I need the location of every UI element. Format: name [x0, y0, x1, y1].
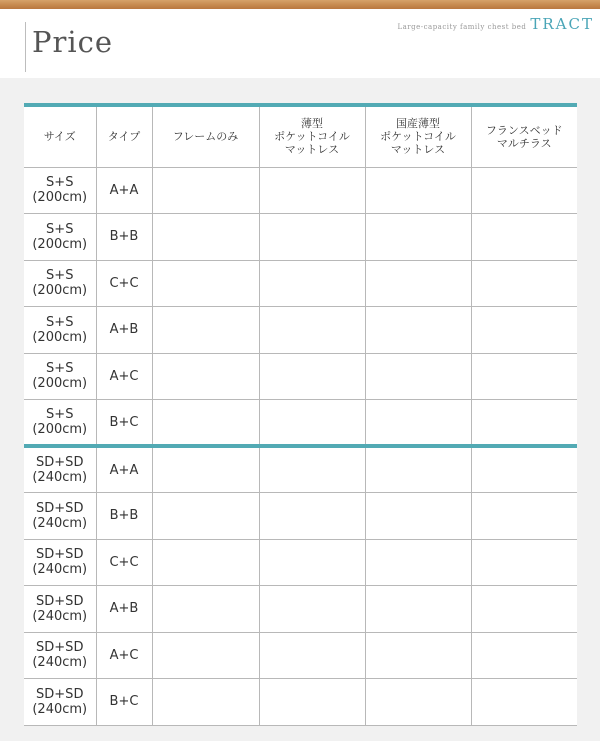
cell-type: B+B — [96, 214, 152, 261]
cell-frame-only-price — [152, 167, 259, 214]
brand — [397, 15, 594, 33]
cell-domestic-thin-pocket-coil-price — [365, 586, 471, 633]
header-france-bed-multi-lath: フランスベッド マルチラス — [471, 105, 577, 167]
size-width-label: (200cm) — [32, 376, 88, 392]
cell-domestic-thin-pocket-coil-price — [365, 446, 471, 493]
cell-frame-only-price — [152, 632, 259, 679]
cell-thin-pocket-coil-price — [259, 214, 365, 261]
size-width-label: (240cm) — [32, 515, 88, 531]
cell-size — [24, 586, 96, 633]
cell-type: B+B — [96, 493, 152, 540]
price-table — [24, 103, 577, 726]
size-label: SD+SD — [36, 593, 84, 609]
cell-france-bed-price — [471, 260, 577, 307]
table-row — [24, 167, 577, 214]
cell-domestic-thin-pocket-coil-price — [365, 353, 471, 400]
price-table-container — [24, 103, 577, 726]
wood-header-bar — [0, 0, 600, 9]
cell-domestic-thin-pocket-coil-price — [365, 493, 471, 540]
cell-type: A+A — [96, 446, 152, 493]
cell-frame-only-price — [152, 586, 259, 633]
table-row — [24, 586, 577, 633]
header-thin-pocket-coil: 薄型 ポケットコイル マットレス — [259, 105, 365, 167]
cell-frame-only-price — [152, 307, 259, 354]
cell-frame-only-price — [152, 260, 259, 307]
cell-thin-pocket-coil-price — [259, 632, 365, 679]
cell-frame-only-price — [152, 214, 259, 261]
cell-france-bed-price — [471, 586, 577, 633]
cell-frame-only-price — [152, 446, 259, 493]
cell-france-bed-price — [471, 353, 577, 400]
cell-france-bed-price — [471, 167, 577, 214]
size-label: S+S — [46, 221, 74, 237]
header-type: タイプ — [96, 105, 152, 167]
cell-thin-pocket-coil-price — [259, 167, 365, 214]
cell-domestic-thin-pocket-coil-price — [365, 260, 471, 307]
cell-domestic-thin-pocket-coil-price — [365, 539, 471, 586]
cell-domestic-thin-pocket-coil-price — [365, 307, 471, 354]
cell-size — [24, 539, 96, 586]
table-row — [24, 493, 577, 540]
cell-size — [24, 260, 96, 307]
size-width-label: (200cm) — [32, 190, 88, 206]
cell-thin-pocket-coil-price — [259, 586, 365, 633]
table-row — [24, 400, 577, 447]
cell-domestic-thin-pocket-coil-price — [365, 679, 471, 726]
cell-thin-pocket-coil-price — [259, 307, 365, 354]
cell-thin-pocket-coil-price — [259, 539, 365, 586]
size-label: SD+SD — [36, 686, 84, 702]
cell-size — [24, 214, 96, 261]
table-row — [24, 446, 577, 493]
brand-logo: TRACT — [530, 15, 594, 33]
cell-thin-pocket-coil-price — [259, 679, 365, 726]
size-label: S+S — [46, 268, 74, 284]
table-header-row — [24, 105, 577, 167]
page-header — [0, 9, 600, 78]
cell-france-bed-price — [471, 679, 577, 726]
table-row — [24, 353, 577, 400]
cell-type: A+C — [96, 353, 152, 400]
table-row — [24, 632, 577, 679]
cell-thin-pocket-coil-price — [259, 446, 365, 493]
cell-type: A+B — [96, 586, 152, 633]
table-row — [24, 260, 577, 307]
cell-type: B+C — [96, 400, 152, 447]
page-title: Price — [32, 25, 114, 59]
cell-france-bed-price — [471, 446, 577, 493]
size-width-label: (240cm) — [32, 655, 88, 671]
cell-size — [24, 167, 96, 214]
size-width-label: (240cm) — [32, 562, 88, 578]
size-width-label: (240cm) — [32, 701, 88, 717]
cell-frame-only-price — [152, 400, 259, 447]
cell-type: C+C — [96, 260, 152, 307]
cell-domestic-thin-pocket-coil-price — [365, 632, 471, 679]
header-size: サイズ — [24, 105, 96, 167]
cell-domestic-thin-pocket-coil-price — [365, 214, 471, 261]
cell-type: C+C — [96, 539, 152, 586]
size-label: S+S — [46, 361, 74, 377]
table-row — [24, 307, 577, 354]
cell-thin-pocket-coil-price — [259, 260, 365, 307]
size-label: SD+SD — [36, 547, 84, 563]
size-label: S+S — [46, 407, 74, 422]
cell-domestic-thin-pocket-coil-price — [365, 167, 471, 214]
size-label: SD+SD — [36, 500, 84, 516]
cell-frame-only-price — [152, 493, 259, 540]
cell-thin-pocket-coil-price — [259, 353, 365, 400]
cell-type: A+C — [96, 632, 152, 679]
cell-france-bed-price — [471, 307, 577, 354]
cell-type: A+A — [96, 167, 152, 214]
cell-france-bed-price — [471, 632, 577, 679]
cell-size — [24, 446, 96, 493]
size-label: SD+SD — [36, 640, 84, 656]
cell-france-bed-price — [471, 539, 577, 586]
table-row — [24, 539, 577, 586]
cell-france-bed-price — [471, 493, 577, 540]
size-label: SD+SD — [36, 455, 84, 470]
size-label: S+S — [46, 314, 74, 330]
cell-frame-only-price — [152, 539, 259, 586]
size-width-label: (240cm) — [32, 608, 88, 624]
size-label: S+S — [46, 175, 74, 191]
size-width-label: (200cm) — [32, 236, 88, 252]
cell-size — [24, 679, 96, 726]
header-domestic-thin-pocket-coil: 国産薄型 ポケットコイル マットレス — [365, 105, 471, 167]
size-width-label: (200cm) — [32, 283, 88, 299]
cell-france-bed-price — [471, 214, 577, 261]
cell-type: A+B — [96, 307, 152, 354]
brand-subtitle: Large-capacity family chest bed — [397, 23, 527, 31]
cell-size — [24, 307, 96, 354]
table-row — [24, 214, 577, 261]
cell-thin-pocket-coil-price — [259, 493, 365, 540]
header-divider — [25, 22, 26, 72]
cell-size — [24, 632, 96, 679]
cell-size — [24, 493, 96, 540]
size-width-label: (200cm) — [32, 422, 88, 437]
cell-type: B+C — [96, 679, 152, 726]
size-width-label: (240cm) — [32, 470, 88, 485]
cell-frame-only-price — [152, 679, 259, 726]
cell-france-bed-price — [471, 400, 577, 447]
cell-size — [24, 400, 96, 447]
cell-thin-pocket-coil-price — [259, 400, 365, 447]
header-frame-only: フレームのみ — [152, 105, 259, 167]
size-width-label: (200cm) — [32, 329, 88, 345]
cell-frame-only-price — [152, 353, 259, 400]
cell-domestic-thin-pocket-coil-price — [365, 400, 471, 447]
cell-size — [24, 353, 96, 400]
table-row — [24, 679, 577, 726]
